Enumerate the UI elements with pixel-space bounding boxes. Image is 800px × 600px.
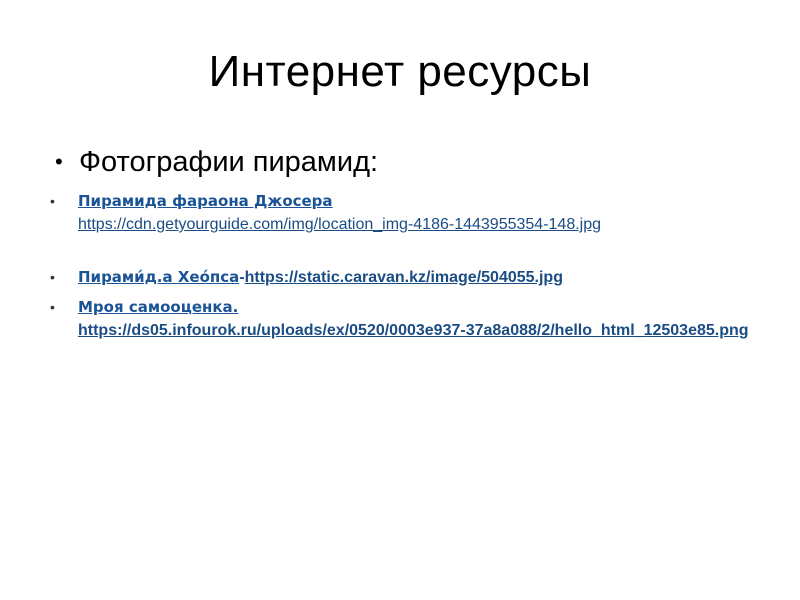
link-separator: -	[239, 269, 245, 286]
link-url-djoser[interactable]: https://cdn.getyourguide.com/img/location_img-4186-1443955354-148.jpg	[78, 216, 602, 233]
link-url-self-esteem[interactable]: https://ds05.infourok.ru/uploads/ex/0520/0003e937-37a8a088/2/hello_html_12503e85.png	[78, 322, 749, 339]
main-bullet-text: Фотографии пирамид:	[79, 146, 379, 178]
links-list	[50, 190, 770, 342]
link-title-cheops[interactable]: Пирами́д.а Хео́пса	[78, 268, 240, 286]
link-url-cheops[interactable]: https://static.caravan.kz/image/504055.jpg	[244, 269, 563, 286]
link-title-djoser[interactable]: Пирамида фараона Джосера	[78, 192, 333, 210]
bullet-icon: •	[50, 193, 55, 209]
bullet-icon: •	[50, 299, 55, 315]
link-title-self-esteem[interactable]: Мроя самооценка.	[78, 298, 239, 316]
slide-title: Интернет ресурсы	[208, 47, 592, 96]
list-item	[50, 190, 770, 266]
bullet-icon: •	[50, 269, 55, 285]
list-item	[50, 266, 770, 296]
list-item	[50, 296, 770, 342]
bullet-icon: •	[55, 149, 63, 174]
